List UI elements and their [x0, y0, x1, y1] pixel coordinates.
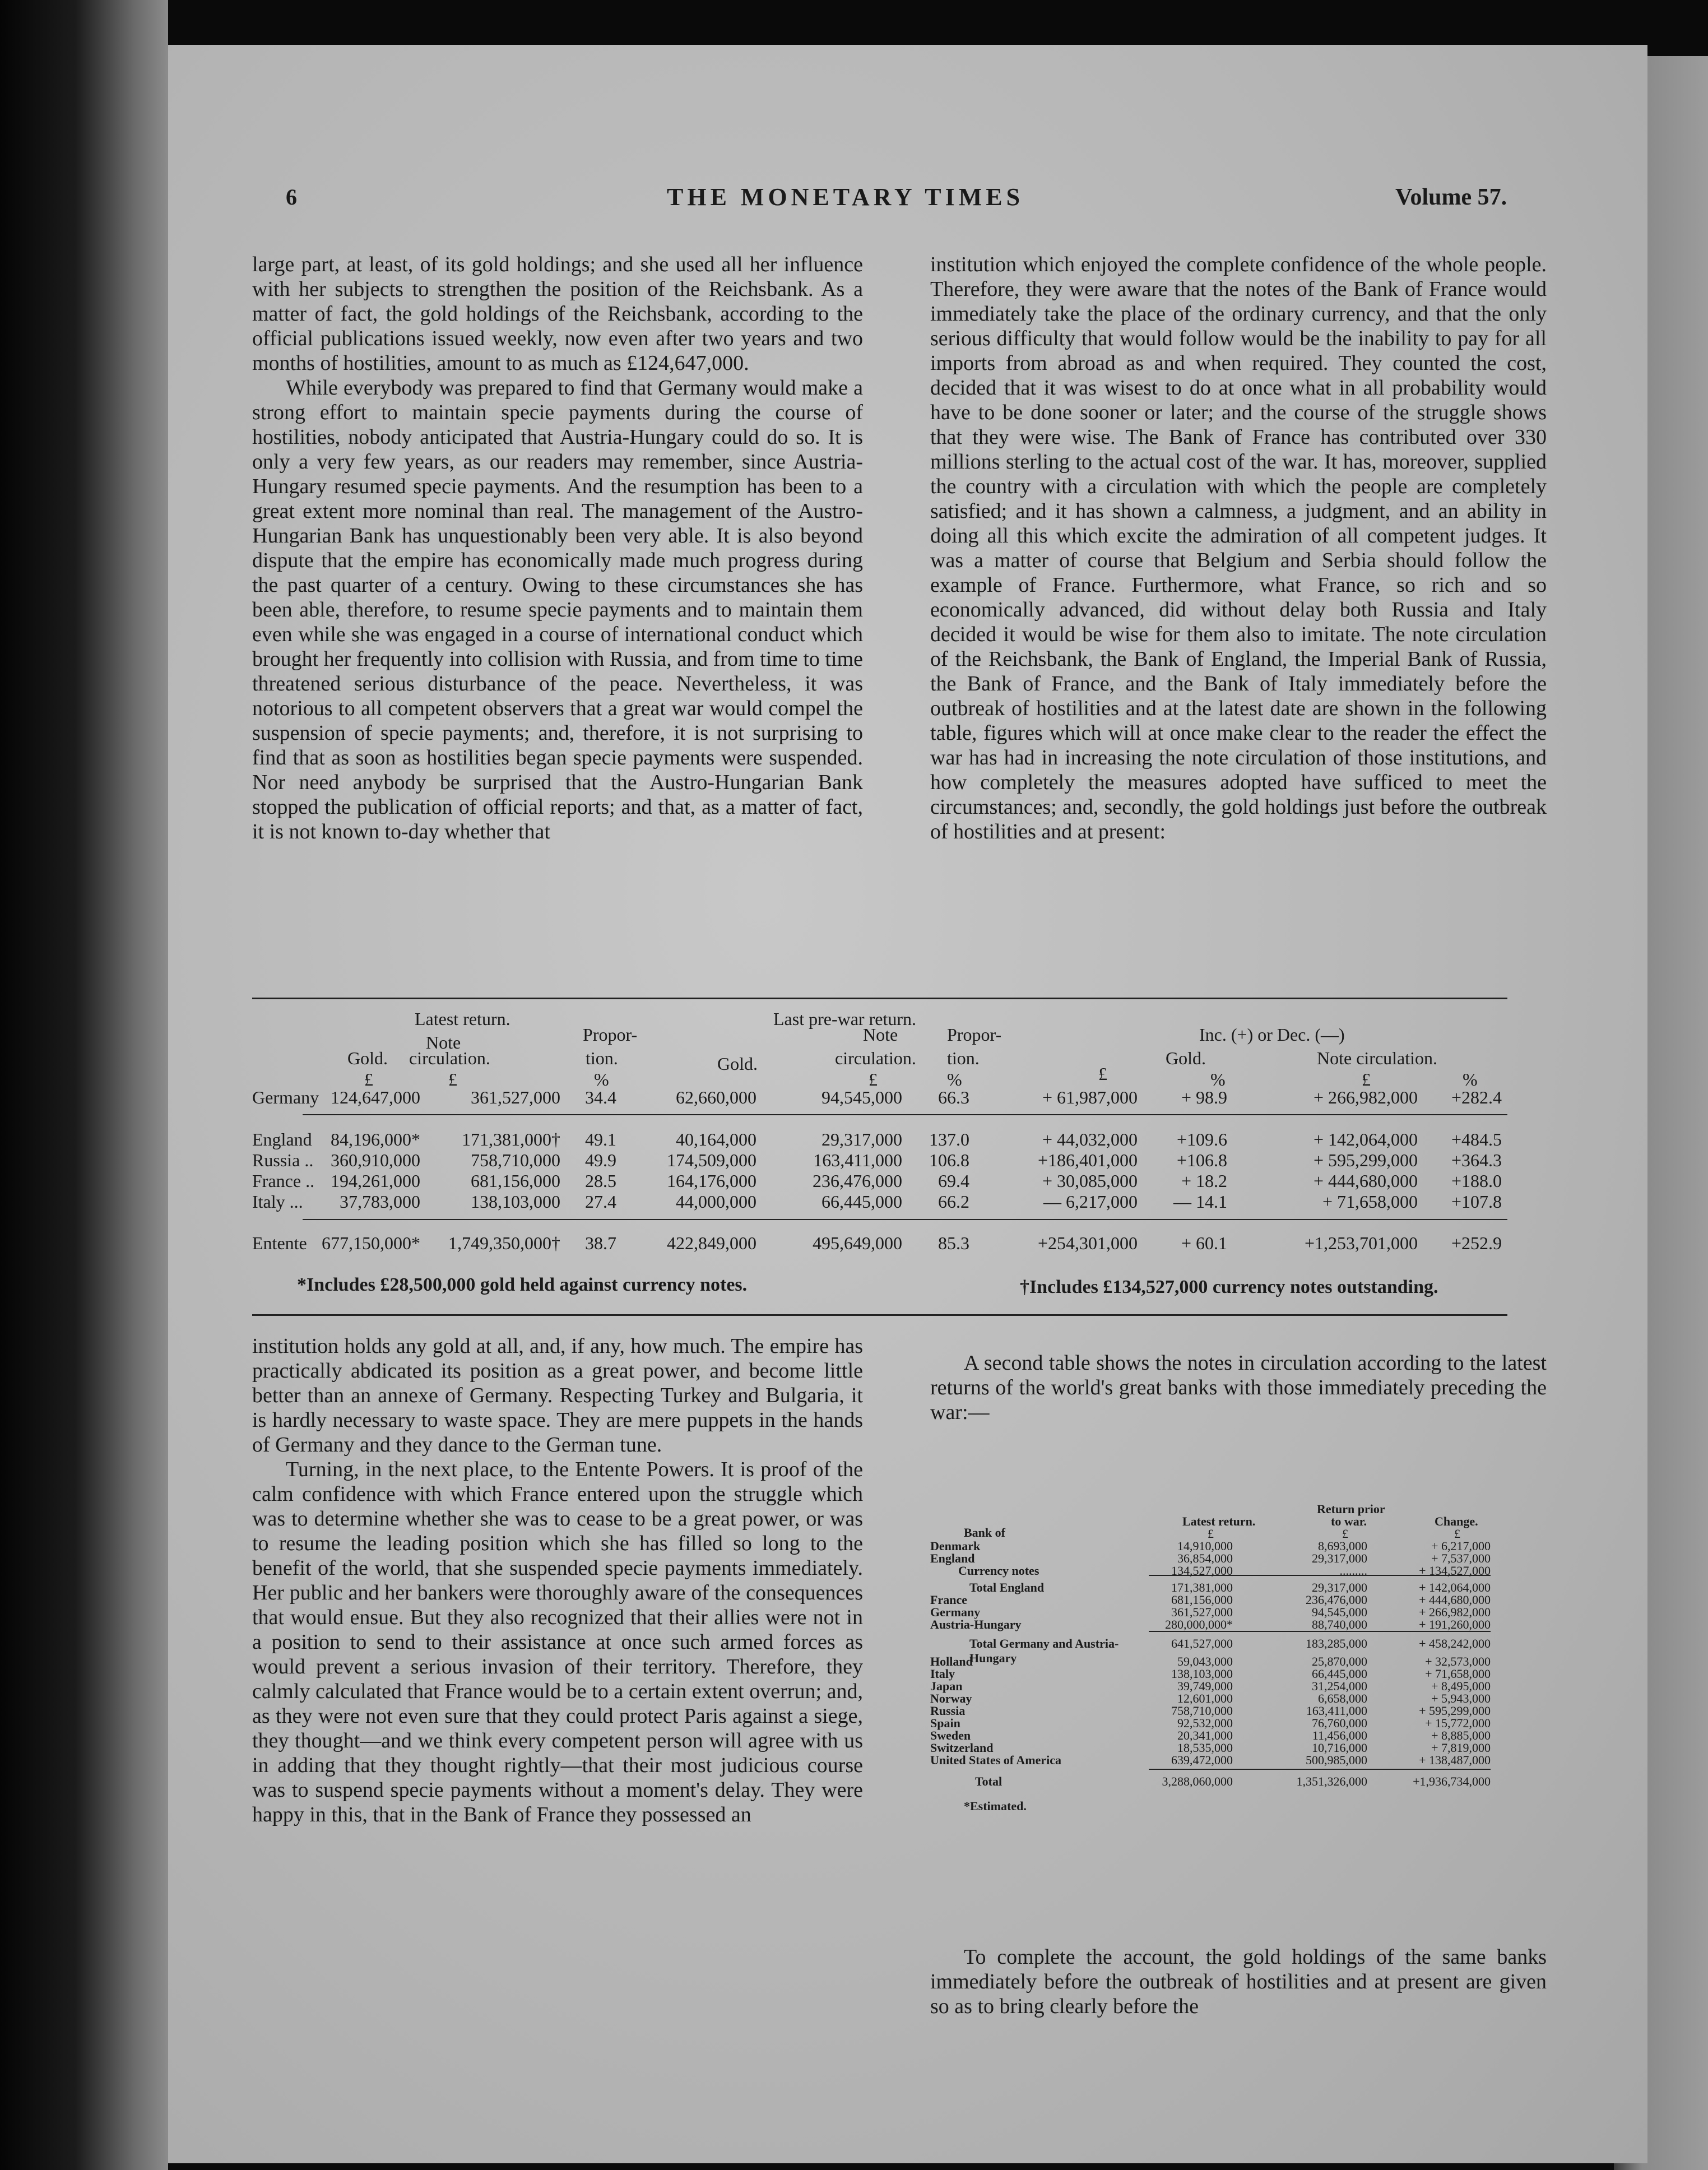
- cell-prior: 236,476,000: [1306, 1593, 1367, 1607]
- cell-pgold: 174,509,000: [667, 1150, 756, 1170]
- col-header-prop-2: tion.: [586, 1048, 618, 1068]
- cell-note: 1,749,350,000†: [448, 1233, 560, 1253]
- cell-prop: 27.4: [585, 1191, 616, 1212]
- cell-prior: 6,658,000: [1318, 1691, 1367, 1705]
- cell-note-pct: +484.5: [1451, 1129, 1502, 1149]
- cell-note-pct: +282.4: [1451, 1087, 1502, 1107]
- cell-latest: 3,288,060,000: [1162, 1774, 1233, 1788]
- cell-prop: 38.7: [585, 1233, 616, 1253]
- row-bank: Denmark: [930, 1539, 981, 1553]
- cell-change: + 8,885,000: [1431, 1728, 1491, 1742]
- col-header-latest: Latest return.: [1182, 1514, 1256, 1528]
- cell-latest: 20,341,000: [1177, 1728, 1233, 1742]
- row-bank: Japan: [930, 1679, 963, 1693]
- unit-pct: %: [594, 1069, 609, 1089]
- unit-pct: %: [1463, 1069, 1478, 1089]
- cell-prior: 31,254,000: [1312, 1679, 1367, 1693]
- cell-gold-change: +254,301,000: [1037, 1233, 1138, 1253]
- cell-pnote: 163,411,000: [813, 1150, 902, 1170]
- cell-pprop: 85.3: [938, 1233, 969, 1253]
- cell-change: + 32,573,000: [1425, 1654, 1491, 1668]
- cell-prior: 500,985,000: [1306, 1753, 1367, 1767]
- column-right-middle: [930, 1351, 1547, 1425]
- cell-prior: 94,545,000: [1312, 1605, 1367, 1619]
- cell-pnote: 94,545,000: [821, 1087, 902, 1107]
- cell-note-change: + 71,658,000: [1322, 1191, 1418, 1212]
- cell-prior: 1,351,326,000: [1296, 1774, 1367, 1788]
- cell-change: + 142,064,000: [1419, 1580, 1491, 1594]
- cell-note-change: + 444,680,000: [1313, 1171, 1418, 1191]
- row-rule: [303, 1219, 1507, 1220]
- col-header-gold-change: Gold.: [1166, 1048, 1206, 1068]
- cell-prop: 49.1: [585, 1129, 616, 1149]
- cell-latest: 681,156,000: [1171, 1593, 1233, 1607]
- cell-gold-pct: + 18.2: [1181, 1171, 1227, 1191]
- row-bank: England: [930, 1551, 975, 1565]
- paragraph: Turning, in the next place, to the Entente Powers. It is proof of the calm confidence with which France entered upon the struggle which was to determine whether she was to cease to be a great power, or was to resume the leading position which she has filled so long to the benefit of the world, that she suspended specie payments immediately. Her public and her bankers were thoroughly aware of the consequences that would ensue. But they also recognized that their allies were not in a position to send to their assistance at once such armed forces as would prevent a serious invasion of their territory. Therefore, they calmly calculated that France would be to a certain extent overrun; and, as they were not even sure that they could protect Paris against a siege, they thought—and we think every competent person will agree with us in adding that they thought rightly—that their most judicious course was to suspend specie payments without a moment's delay. They were happy in this, that in the Bank of France they possessed an: [252, 1458, 863, 1826]
- cell-latest: 134,527,000: [1171, 1564, 1233, 1578]
- cell-note: 361,527,000: [471, 1087, 560, 1107]
- cell-prior: 25,870,000: [1312, 1654, 1367, 1668]
- table-bottom-rule: [252, 1314, 1507, 1316]
- row-country: England: [252, 1129, 312, 1149]
- cell-gold-pct: +109.6: [1176, 1129, 1227, 1149]
- cell-pprop: 66.3: [938, 1087, 969, 1107]
- total-rule: [1149, 1631, 1491, 1632]
- cell-gold: 677,150,000*: [322, 1233, 420, 1253]
- cell-prior: 88,740,000: [1312, 1617, 1367, 1631]
- cell-note: 171,381,000†: [462, 1129, 560, 1149]
- notes-in-circulation-table: [930, 1502, 1491, 1950]
- col-header-prop-1: Propor-: [583, 1024, 638, 1045]
- cell-gold: 124,647,000: [331, 1087, 420, 1107]
- cell-gold: 84,196,000*: [331, 1129, 420, 1149]
- cell-pprop: 106.8: [929, 1150, 969, 1170]
- row-bank: Russia: [930, 1704, 966, 1718]
- cell-gold: 194,261,000: [331, 1171, 420, 1191]
- row-bank: France: [930, 1593, 967, 1607]
- cell-prop: 49.9: [585, 1150, 616, 1170]
- cell-prior: .........: [1339, 1564, 1367, 1578]
- cell-latest: 92,532,000: [1177, 1716, 1233, 1730]
- cell-pprop: 137.0: [929, 1129, 969, 1149]
- col-header-prior-1: Return prior: [1317, 1502, 1385, 1516]
- cell-latest: 171,381,000: [1171, 1580, 1233, 1594]
- unit-pound: £: [364, 1069, 373, 1089]
- cell-change: +1,936,734,000: [1413, 1774, 1491, 1788]
- magazine-page: [168, 45, 1647, 2163]
- unit-pound: £: [1362, 1069, 1371, 1089]
- cell-change: + 458,242,000: [1419, 1636, 1491, 1650]
- cell-prior: 11,456,000: [1312, 1728, 1367, 1742]
- col-header-pnote-1: Note: [863, 1024, 898, 1045]
- cell-prior: 76,760,000: [1312, 1716, 1367, 1730]
- cell-note: 758,710,000: [471, 1150, 560, 1170]
- cell-gold-pct: — 14.1: [1173, 1191, 1227, 1212]
- cell-latest: 138,103,000: [1171, 1667, 1233, 1681]
- note-circulation-gold-table: [252, 998, 1507, 1367]
- cell-gold-change: + 44,032,000: [1042, 1129, 1138, 1149]
- cell-note-pct: +107.8: [1451, 1191, 1502, 1212]
- cell-gold-change: +186,401,000: [1037, 1150, 1138, 1170]
- col-header-prior-2: to war.: [1331, 1514, 1367, 1528]
- unit-pound: £: [1208, 1527, 1214, 1541]
- col-header-bank: Bank of: [964, 1526, 1005, 1540]
- col-header-pprop-2: tion.: [947, 1048, 980, 1068]
- cell-gold-change: + 61,987,000: [1042, 1087, 1138, 1107]
- cell-change: + 15,772,000: [1425, 1716, 1491, 1730]
- cell-note-change: + 595,299,000: [1313, 1150, 1418, 1170]
- col-header-change: Change.: [1435, 1514, 1478, 1528]
- cell-gold: 37,783,000: [340, 1191, 420, 1212]
- cell-pnote: 495,649,000: [813, 1233, 902, 1253]
- row-bank: United States of America: [930, 1753, 1062, 1767]
- cell-note-change: +1,253,701,000: [1304, 1233, 1418, 1253]
- row-rule: [303, 1114, 1507, 1115]
- running-header: [168, 139, 1647, 211]
- cell-pgold: 164,176,000: [667, 1171, 756, 1191]
- unit-pound: £: [1342, 1527, 1348, 1541]
- paragraph: large part, at least, of its gold holdings; and she used all her influence with her subjects to strengthen the position of the Reichsbank. As a matter of fact, the gold holdings of the Reichsbank, according to the official publications issued weekly, now even after two years and two months of hostilities, amount to as much as £124,647,000.: [252, 253, 863, 375]
- unit-pound: £: [1098, 1064, 1107, 1084]
- unit-pound: £: [869, 1069, 878, 1089]
- unit-pound: £: [1454, 1527, 1460, 1541]
- cell-change: + 595,299,000: [1419, 1704, 1491, 1718]
- cell-pnote: 66,445,000: [821, 1191, 902, 1212]
- cell-latest: 14,910,000: [1177, 1539, 1233, 1553]
- cell-note-pct: +188.0: [1451, 1171, 1502, 1191]
- paragraph: To complete the account, the gold holdings of the same banks immediately before the outbreak of hostilities and at present are given so as to bring clearly before the: [930, 1945, 1547, 2018]
- row-bank: Spain: [930, 1716, 960, 1730]
- row-country: Russia ..: [252, 1150, 314, 1170]
- group-header-latest: Latest return.: [415, 1009, 510, 1029]
- cell-change: + 444,680,000: [1419, 1593, 1491, 1607]
- page-number: 6: [286, 184, 297, 210]
- table-footnote: *Estimated.: [964, 1799, 1027, 1813]
- cell-note-pct: +364.3: [1451, 1150, 1502, 1170]
- cell-pgold: 422,849,000: [667, 1233, 756, 1253]
- cell-latest: 39,749,000: [1177, 1679, 1233, 1693]
- paragraph: A second table shows the notes in circulation according to the latest returns of the world's great banks with those immediately preceding the war:—: [930, 1351, 1547, 1424]
- cell-latest: 639,472,000: [1171, 1753, 1233, 1767]
- cell-prior: 8,693,000: [1318, 1539, 1367, 1553]
- row-bank: Holland: [930, 1654, 973, 1668]
- total-rule: [1149, 1769, 1491, 1770]
- col-header-note-change: Note circulation.: [1317, 1048, 1438, 1068]
- cell-prior: 163,411,000: [1306, 1704, 1367, 1718]
- cell-note-change: + 266,982,000: [1313, 1087, 1418, 1107]
- cell-prop: 28.5: [585, 1171, 616, 1191]
- cell-pnote: 29,317,000: [821, 1129, 902, 1149]
- cell-prior: 183,285,000: [1306, 1636, 1367, 1650]
- row-country: France ..: [252, 1171, 315, 1191]
- col-header-pnote-2: circulation.: [835, 1048, 916, 1068]
- cell-change: + 5,943,000: [1431, 1691, 1491, 1705]
- row-bank: Germany: [930, 1605, 981, 1619]
- col-header-pprop-1: Propor-: [947, 1024, 1002, 1045]
- cell-change: + 7,537,000: [1431, 1551, 1491, 1565]
- cell-note: 681,156,000: [471, 1171, 560, 1191]
- column-left-top: [252, 252, 863, 844]
- cell-change: + 7,819,000: [1431, 1741, 1491, 1755]
- cell-gold-pct: + 60.1: [1181, 1233, 1227, 1253]
- table-footnote-gold: *Includes £28,500,000 gold held against currency notes.: [297, 1274, 748, 1295]
- table-top-rule: [252, 998, 1507, 999]
- cell-latest: 361,527,000: [1171, 1605, 1233, 1619]
- cell-prior: 66,445,000: [1312, 1667, 1367, 1681]
- group-header-incdec: Inc. (+) or Dec. (—): [1199, 1024, 1345, 1045]
- row-bank: Sweden: [930, 1728, 971, 1742]
- cell-gold-pct: +106.8: [1176, 1150, 1227, 1170]
- cell-change: + 266,982,000: [1419, 1605, 1491, 1619]
- col-header-note-1: Note: [426, 1032, 461, 1052]
- cell-pprop: 69.4: [938, 1171, 969, 1191]
- cell-latest: 641,527,000: [1171, 1636, 1233, 1650]
- unit-pct: %: [1210, 1069, 1226, 1089]
- paragraph: While everybody was prepared to find that Germany would make a strong effort to maintain specie payments during the course of hostilities, nobody anticipated that Austria-Hungary could do so. It is only a very few years, as our readers may remember, since Austria-Hungary resumed specie payments. And the resumption has been to a great extent more nominal than real. The management of the Austro-Hungarian Bank has unquestionably been very able. It is also beyond dispute that the empire has economically made much progress during the past quarter of a century. Owing to these circumstances she has been able, therefore, to resume specie payments and to maintain them even while she was engaged in a course of international conduct which brought her frequently into collision with Russia, and from time to time threatened serious disturbance of the peace. Nevertheless, it was notorious to all competent observers that a great war would compel the suspension of specie payments; and, therefore, it is not surprising to find that as soon as hostilities began specie payments were suspended. Nor need anybody be surprised that the Austro-Hungarian Bank stopped the publication of official reports; and that, as a matter of fact, it is not known to-day whether that: [252, 376, 863, 843]
- volume-label: Volume 57.: [1395, 184, 1507, 210]
- cell-change: + 8,495,000: [1431, 1679, 1491, 1693]
- cell-note: 138,103,000: [471, 1191, 560, 1212]
- group-header-prewar: Last pre-war return.: [773, 1009, 916, 1029]
- col-header-note-2: circulation.: [409, 1048, 490, 1068]
- paragraph: institution which enjoyed the complete confidence of the whole people. Therefore, they were aware that the notes of the Bank of France would immediately take the place of the ordinary currency, and that the only serious difficulty that would follow would be the inability to pay for all imports from abroad as and when required. They counted the cost, decided that it was wisest to do at once what in all probability would have to be done sooner or later; and the course of the struggle shows that they were wise. The Bank of France has contributed over 330 millions sterling to the actual cost of the war. It has, moreover, supplied the country with a circulation with which the people are completely satisfied; and it has shown a calmness, a judgment, and an ability in doing all this which excite the admiration of all competent judges. It was a matter of course that Belgium and Serbia should follow the example of France. Furthermore, what France, so rich and so economically advanced, did without delay both Russia and Italy decided it would be wise for them also to imitate. The note circulation of the Reichsbank, the Bank of England, the Imperial Bank of Russia, the Bank of France, and the Bank of Italy immediately before the outbreak of hostilities and at the latest date are shown in the following table, figures which will at once make clear to the reader the effect the war has had in increasing the note circulation of those institutions, and how completely the measures adopted have sufficed to meet the circumstances; and, secondly, the gold holdings just before the outbreak of hostilities and at present:: [930, 253, 1547, 843]
- table-footnote-currency: †Includes £134,527,000 currency notes outstanding.: [1020, 1277, 1438, 1297]
- unit-pound: £: [448, 1069, 457, 1089]
- cell-latest: 36,854,000: [1177, 1551, 1233, 1565]
- cell-gold-change: + 30,085,000: [1042, 1171, 1138, 1191]
- cell-change: + 71,658,000: [1425, 1667, 1491, 1681]
- row-bank: Currency notes: [958, 1564, 1039, 1578]
- cell-change: + 134,527,000: [1419, 1564, 1491, 1578]
- col-header-gold: Gold.: [347, 1048, 388, 1068]
- row-country: Entente: [252, 1233, 307, 1253]
- publication-title: THE MONETARY TIMES: [667, 183, 1024, 211]
- cell-note-pct: +252.9: [1451, 1233, 1502, 1253]
- column-left-bottom: [252, 1334, 863, 1827]
- cell-change: + 191,260,000: [1419, 1617, 1491, 1631]
- row-bank: Switzerland: [930, 1741, 994, 1755]
- cell-change: + 6,217,000: [1431, 1539, 1491, 1553]
- cell-gold: 360,910,000: [331, 1150, 420, 1170]
- cell-gold-pct: + 98.9: [1181, 1087, 1227, 1107]
- scan-edge-left: [0, 0, 168, 2170]
- row-bank: Austria-Hungary: [930, 1617, 1022, 1631]
- cell-pnote: 236,476,000: [813, 1171, 902, 1191]
- cell-gold-change: — 6,217,000: [1043, 1191, 1138, 1212]
- cell-latest: 18,535,000: [1177, 1741, 1233, 1755]
- cell-prior: 29,317,000: [1312, 1551, 1367, 1565]
- cell-prop: 34.4: [585, 1087, 616, 1107]
- col-header-pgold: Gold.: [717, 1054, 758, 1074]
- cell-latest: 280,000,000*: [1165, 1617, 1233, 1631]
- row-country: Italy ...: [252, 1191, 303, 1212]
- row-bank: Total Germany and Austria-Hungary: [969, 1636, 1119, 1665]
- unit-pct: %: [947, 1069, 962, 1089]
- column-right-bottom: [930, 1945, 1547, 2019]
- cell-note-change: + 142,064,000: [1313, 1129, 1418, 1149]
- cell-pgold: 40,164,000: [676, 1129, 756, 1149]
- column-right-top: [930, 252, 1547, 844]
- cell-latest: 12,601,000: [1177, 1691, 1233, 1705]
- cell-latest: 758,710,000: [1171, 1704, 1233, 1718]
- total-rule: [1149, 1575, 1491, 1576]
- paragraph: institution holds any gold at all, and, if any, how much. The empire has practically abdicated its position as a great power, and become little better than an annexe of Germany. Respecting Turkey and Bulgaria, it is hardly necessary to waste space. They are mere puppets in the hands of Germany and they dance to the German tune.: [252, 1334, 863, 1457]
- row-bank: Italy: [930, 1667, 955, 1681]
- cell-latest: 59,043,000: [1177, 1654, 1233, 1668]
- cell-prior: 10,716,000: [1312, 1741, 1367, 1755]
- row-bank: Norway: [930, 1691, 972, 1705]
- cell-pprop: 66.2: [938, 1191, 969, 1212]
- cell-pgold: 62,660,000: [676, 1087, 756, 1107]
- cell-prior: 29,317,000: [1312, 1580, 1367, 1594]
- row-country: Germany: [252, 1087, 319, 1107]
- row-bank: Total: [975, 1774, 1002, 1788]
- cell-pgold: 44,000,000: [676, 1191, 756, 1212]
- cell-change: + 138,487,000: [1419, 1753, 1491, 1767]
- row-bank: Total England: [969, 1580, 1045, 1594]
